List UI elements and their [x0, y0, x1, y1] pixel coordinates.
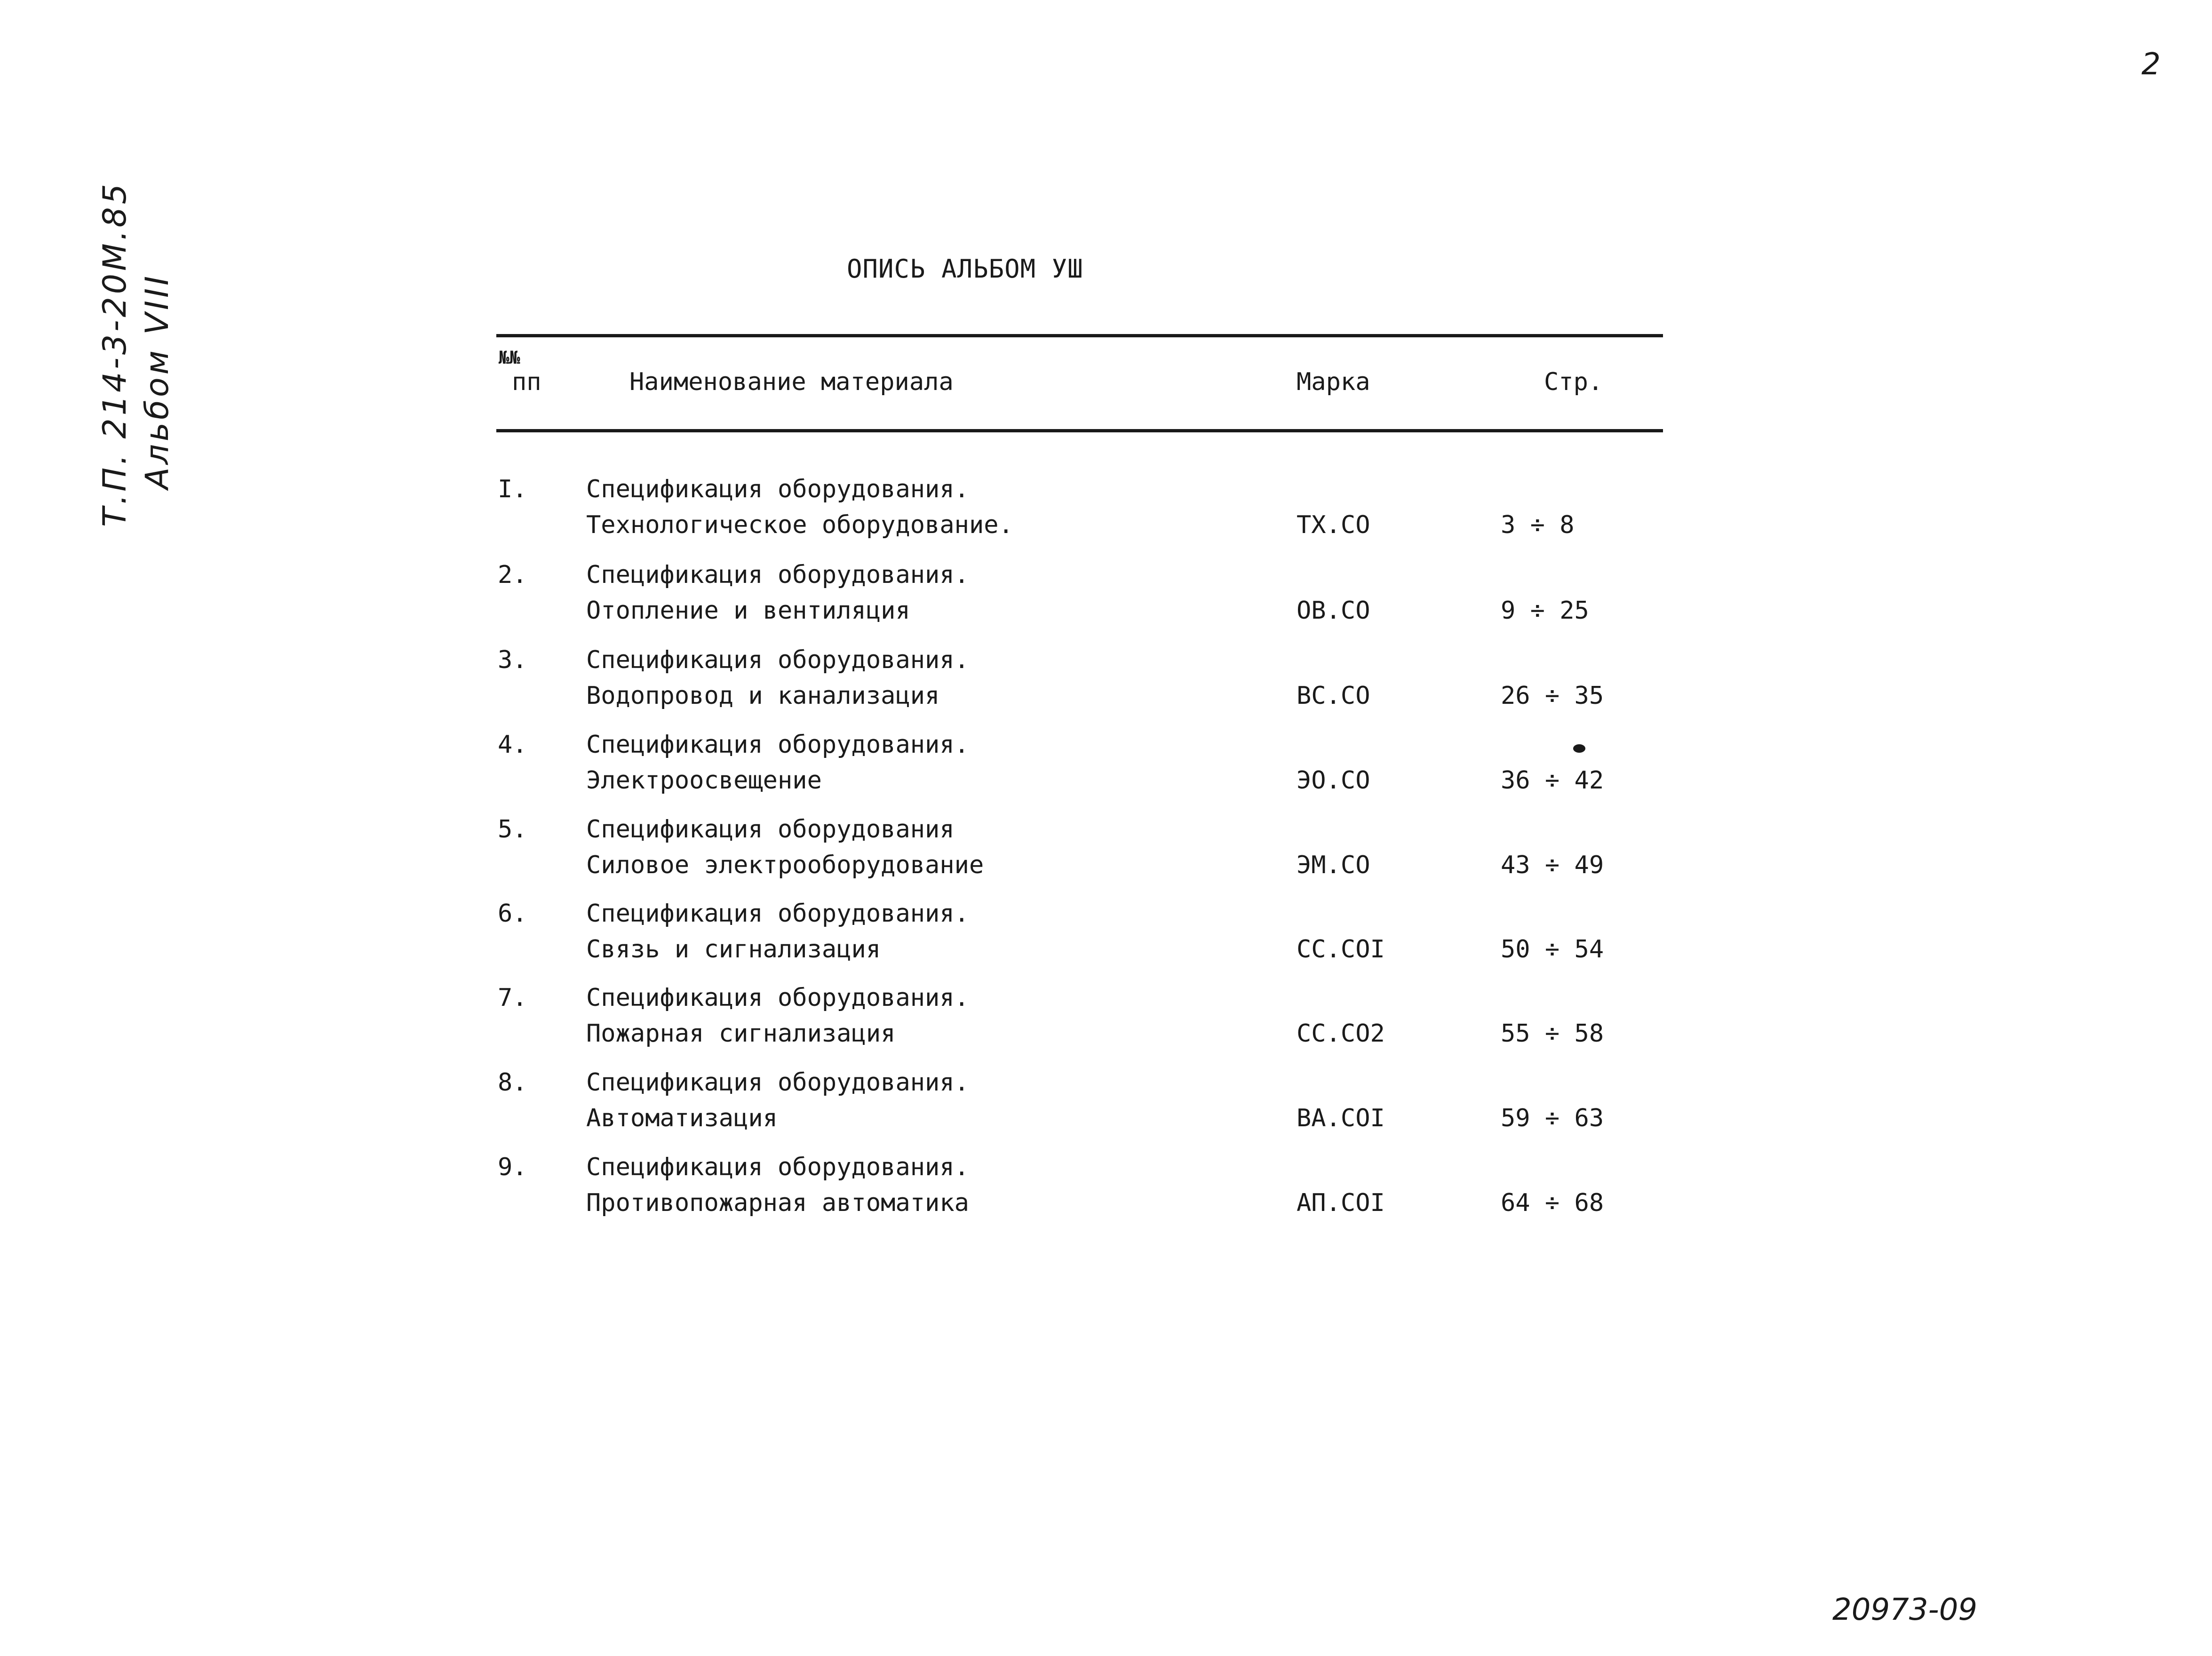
row-mark: ЭО.СО	[1297, 766, 1370, 795]
row-pages: 36 ÷ 42	[1501, 766, 1604, 795]
row-mark: ЭМ.СО	[1297, 851, 1370, 879]
row-title: Спецификация оборудования.	[586, 475, 969, 503]
row-pages: 55 ÷ 58	[1501, 1019, 1604, 1048]
row-mark: ВА.СОI	[1297, 1104, 1385, 1132]
table-row	[0, 561, 2212, 636]
table-row	[0, 900, 2212, 975]
row-subtitle: Отопление и вентиляция	[586, 597, 910, 625]
table-row	[0, 475, 2212, 550]
row-title: Спецификация оборудования.	[586, 561, 969, 589]
row-subtitle: Электроосвещение	[586, 766, 822, 795]
row-title: Спецификация оборудования.	[586, 646, 969, 674]
row-subtitle: Пожарная сигнализация	[586, 1019, 896, 1048]
row-subtitle: Связь и сигнализация	[586, 935, 881, 963]
row-subtitle: Противопожарная автоматика	[586, 1189, 969, 1217]
row-number: 2.	[498, 561, 527, 589]
row-number: 5.	[498, 815, 527, 844]
row-number: 8.	[498, 1068, 527, 1097]
row-mark: ОВ.СО	[1297, 597, 1370, 625]
row-pages: 59 ÷ 63	[1501, 1104, 1604, 1132]
row-title: Спецификация оборудования.	[586, 1153, 969, 1181]
row-pages: 26 ÷ 35	[1501, 682, 1604, 710]
page-number: 2	[2141, 47, 2161, 82]
row-mark: АП.СОI	[1297, 1189, 1385, 1217]
table-row	[0, 1153, 2212, 1228]
row-title: Спецификация оборудования.	[586, 1068, 969, 1097]
header-pages: Стр.	[1544, 368, 1603, 396]
row-mark: СС.СО2	[1297, 1019, 1385, 1048]
row-title: Спецификация оборудования.	[586, 731, 969, 759]
row-subtitle: Водопровод и канализация	[586, 682, 940, 710]
table-row	[0, 815, 2212, 891]
table-row	[0, 646, 2212, 721]
row-title: Спецификация оборудования	[586, 815, 955, 844]
row-pages: 50 ÷ 54	[1501, 935, 1604, 963]
row-number: 4.	[498, 731, 527, 759]
row-pages: 3 ÷ 8	[1501, 511, 1575, 539]
row-pages: 9 ÷ 25	[1501, 597, 1589, 625]
table-row	[0, 1068, 2212, 1144]
row-number: 9.	[498, 1153, 527, 1181]
row-subtitle: Технологическое оборудование.	[586, 511, 1013, 539]
row-mark: ВС.СО	[1297, 682, 1370, 710]
row-pages: 43 ÷ 49	[1501, 851, 1604, 879]
row-mark: СС.СОI	[1297, 935, 1385, 963]
row-subtitle: Автоматизация	[586, 1104, 778, 1132]
header-name: Наименование материала	[629, 368, 954, 396]
row-subtitle: Силовое электрооборудование	[586, 851, 984, 879]
row-number: 7.	[498, 984, 527, 1012]
header-number: пп	[512, 368, 541, 396]
table-row	[0, 731, 2212, 806]
ink-blot	[1573, 744, 1585, 753]
header-mark: Марка	[1297, 368, 1370, 396]
row-mark: ТХ.СО	[1297, 511, 1370, 539]
table-row	[0, 984, 2212, 1059]
row-number: 3.	[498, 646, 527, 674]
row-number: I.	[498, 475, 527, 503]
header-number-symbol: №№	[499, 347, 520, 368]
side-stamp-designation: Т.П. 214-3-20М.85	[96, 181, 134, 527]
row-title: Спецификация оборудования.	[586, 900, 969, 928]
page-title: ОПИСЬ АЛЬБОМ УШ	[847, 254, 1083, 284]
document-code: 20973-09	[1832, 1592, 1978, 1627]
row-title: Спецификация оборудования.	[586, 984, 969, 1012]
side-stamp-album: Альбом VIII	[139, 273, 176, 489]
row-pages: 64 ÷ 68	[1501, 1189, 1604, 1217]
row-number: 6.	[498, 900, 527, 928]
